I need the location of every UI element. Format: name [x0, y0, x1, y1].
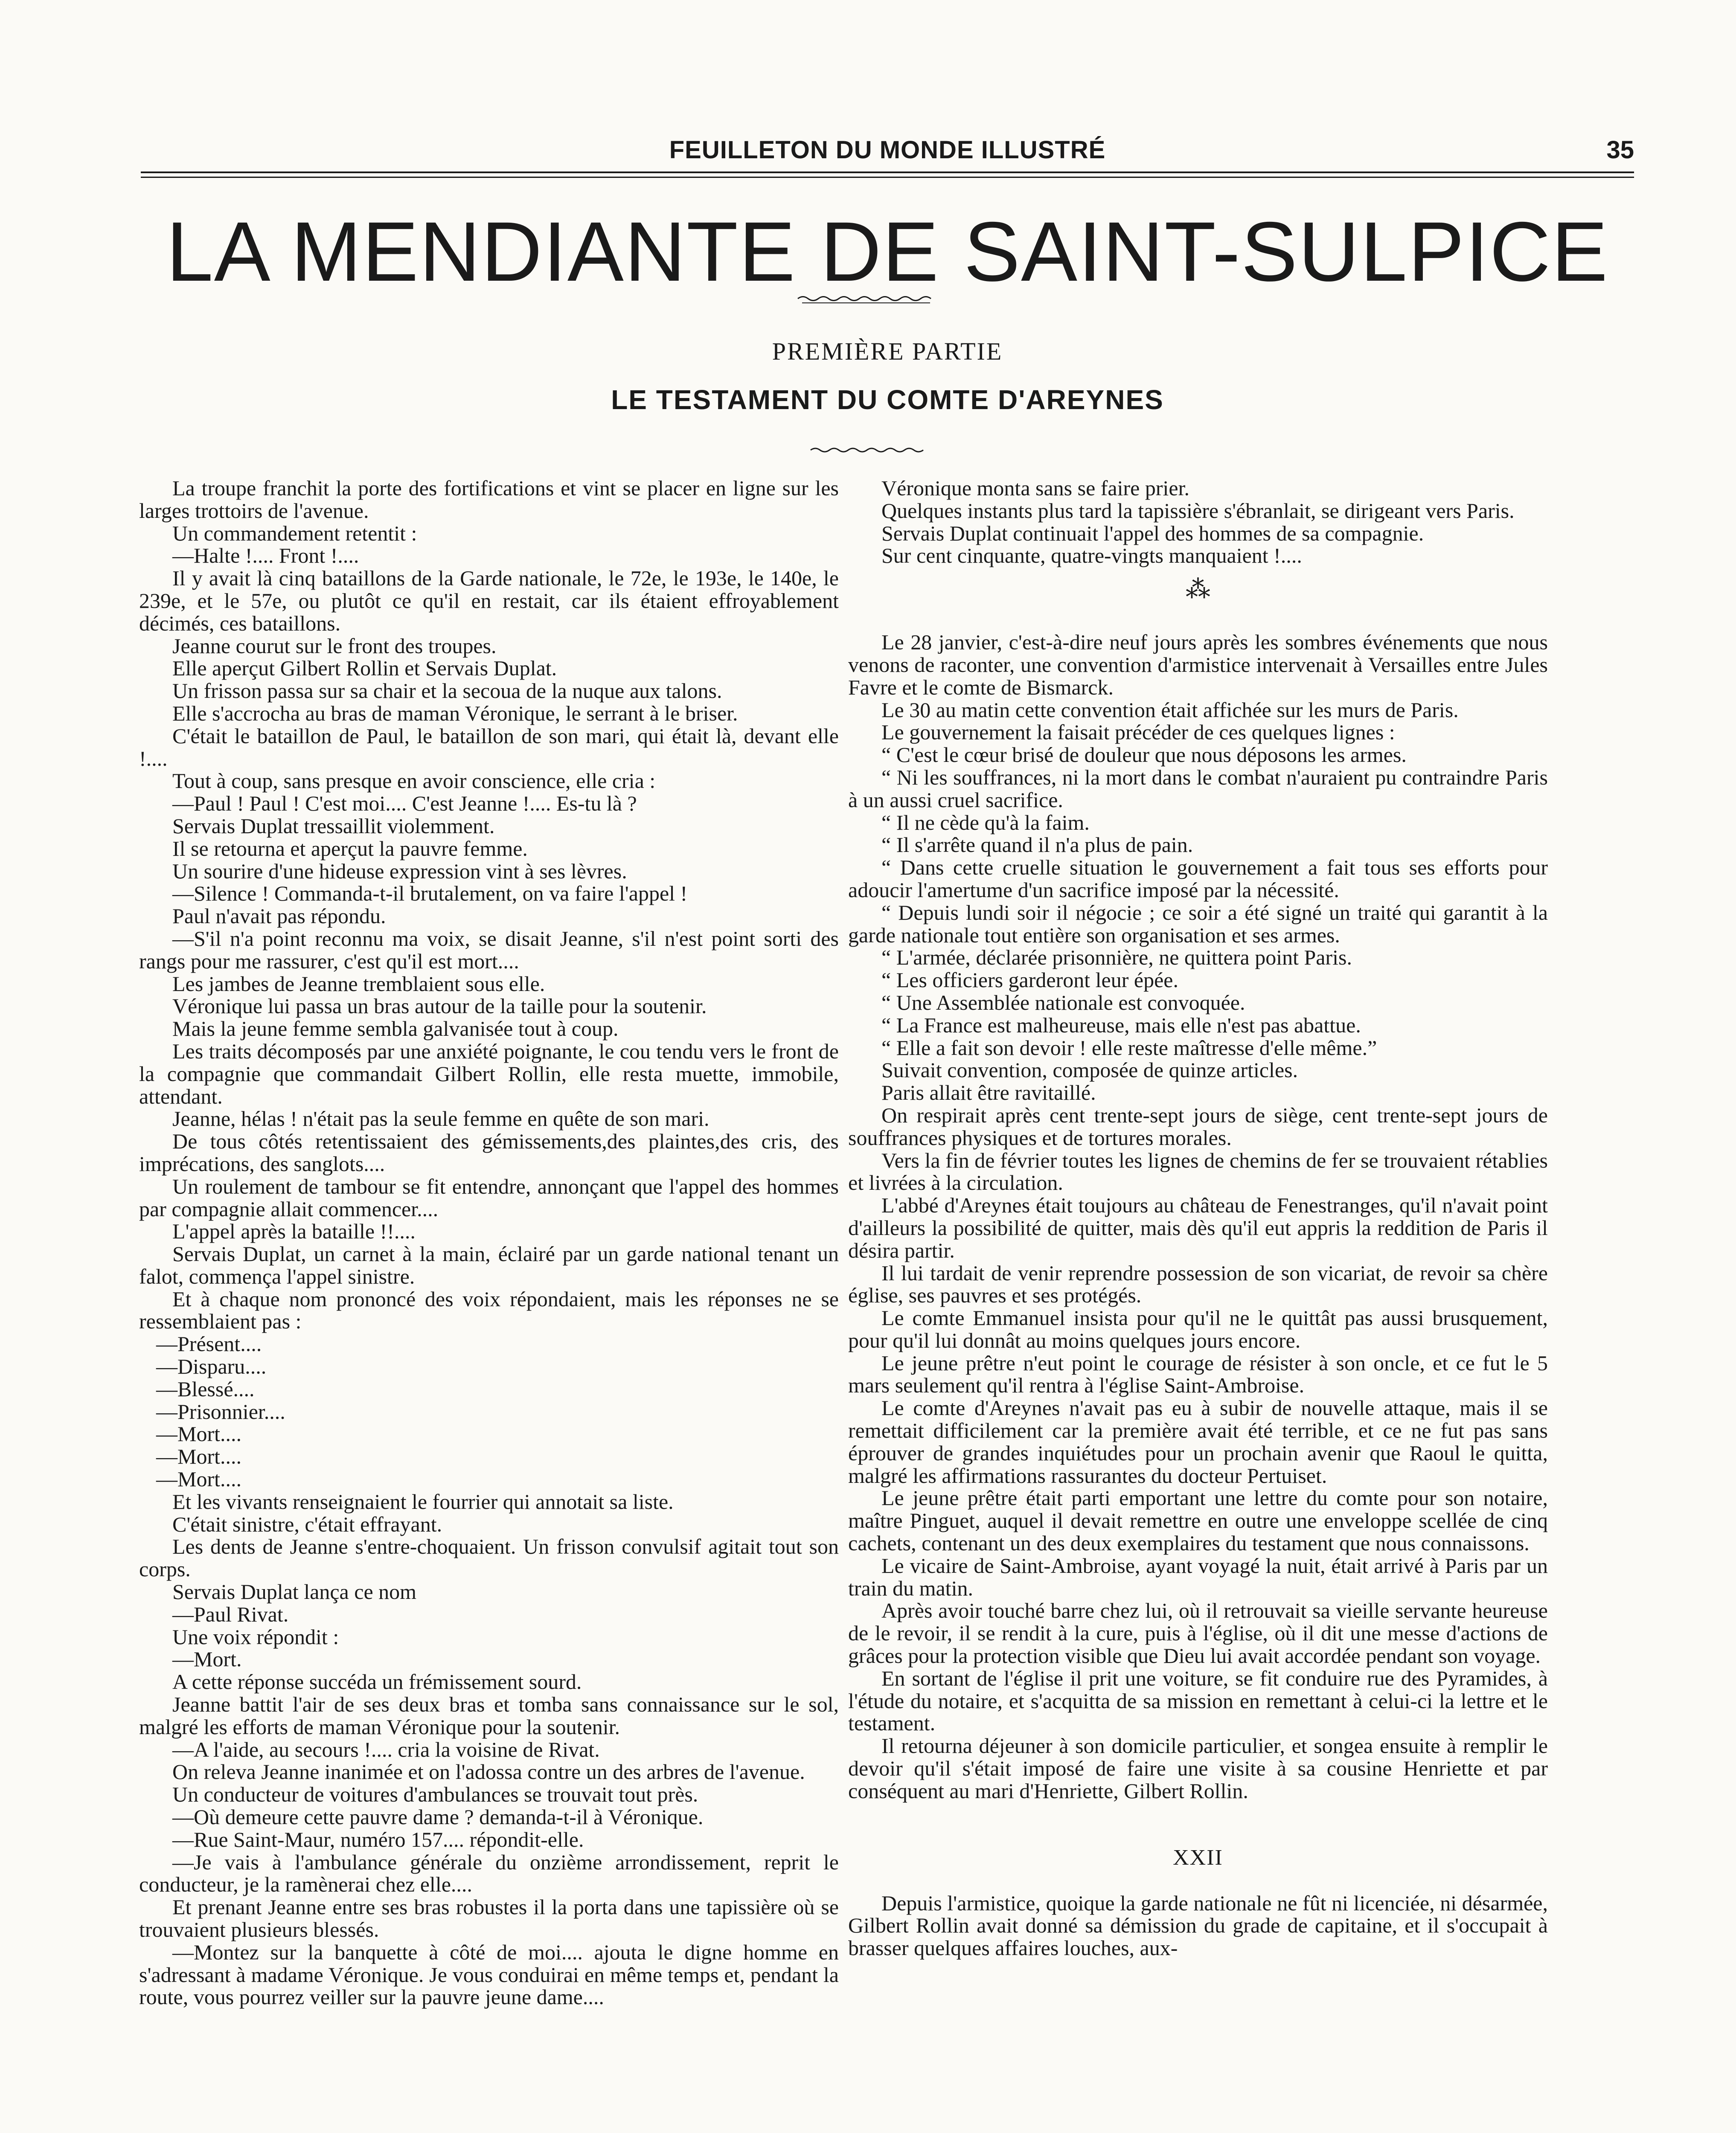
paragraph: La troupe franchit la porte des fortifications et vint se placer en ligne sur les larges trottoirs de l'avenue.	[139, 476, 839, 523]
paragraph: Le comte d'Areynes n'avait pas eu à subir de nouvelle attaque, mais il se remettait difficilement car la première avait été terrible, et ce ne fut pas sans éprouver de grandes inquiétudes pour un prochain avenir que Raoul le quitta, malgré les affirmations rassurantes du docteur Pertuiset.	[848, 1396, 1548, 1488]
paragraph: Elle aperçut Gilbert Rollin et Servais Duplat.	[172, 656, 557, 680]
roll-call-item: —Mort....	[156, 1467, 241, 1491]
paragraph: Le 28 janvier, c'est-à-dire neuf jours après les sombres événements que nous venons de raconter, une convention d'armistice intervenait à Versailles entre Jules Favre et le comte de Bismarck.	[848, 630, 1548, 699]
paragraph: Depuis l'armistice, quoique la garde nationale ne fût ni licenciée, ni désarmée, Gilbert Rollin avait donné sa démission du grade de capitaine, et il s'occupait à brasser quelques affaires louches, aux-	[848, 1891, 1548, 1960]
paragraph: Et à chaque nom prononcé des voix répondaient, mais les réponses ne se ressemblaient pas :	[139, 1287, 839, 1334]
paragraph: Elle s'accrocha au bras de maman Véronique, le serrant à le briser.	[172, 701, 738, 725]
page-number: 35	[1606, 136, 1634, 164]
paragraph: A cette réponse succéda un frémissement sourd.	[172, 1670, 582, 1694]
story-title: LA MENDIANTE DE SAINT-SULPICE	[166, 204, 1609, 299]
section-title: LE TESTAMENT DU COMTE D'AREYNES	[611, 384, 1164, 415]
paragraph: “ Depuis lundi soir il négocie ; ce soir a été signé un traité qui garantit à la garde nationale tout entière son organisation et ses armes.	[848, 900, 1548, 947]
right-column	[848, 477, 1548, 1959]
paragraph: —S'il n'a point reconnu ma voix, se disait Jeanne, s'il n'est point sorti des rangs pour me rassurer, c'est qu'il est mort....	[139, 926, 839, 973]
paragraph: Et prenant Jeanne entre ses bras robustes il la porta dans une tapissière où se trouvaient plusieurs blessés.	[139, 1895, 839, 1941]
paragraph: Suivait convention, composée de quinze articles.	[881, 1058, 1298, 1082]
roll-call-item: —Présent....	[156, 1332, 262, 1356]
paragraph: Le gouvernement la faisait précéder de ces quelques lignes :	[881, 720, 1395, 744]
paragraph: Jeanne courut sur le front des troupes.	[172, 634, 497, 658]
paragraph: L'abbé d'Areynes était toujours au château de Fenestranges, qu'il n'avait point d'ailleurs la possibilité de quitter, mais dès qu'il eut appris la reddition de Paris il désira partir.	[848, 1193, 1548, 1262]
running-title: FEUILLETON DU MONDE ILLUSTRÉ	[669, 136, 1106, 164]
paragraph: Véronique monta sans se faire prier.	[881, 476, 1189, 500]
paragraph: —Je vais à l'ambulance générale du onzième arrondissement, reprit le conducteur, je la ramènerai chez elle....	[139, 1850, 839, 1897]
left-column	[139, 477, 839, 2008]
paragraph: En sortant de l'église il prit une voiture, se fit conduire rue des Pyramides, à l'étude du notaire, et s'acquitta de sa mission en remettant à celui-ci la lettre et le testament.	[848, 1666, 1548, 1735]
paragraph: —A l'aide, au secours !.... cria la voisine de Rivat.	[172, 1737, 600, 1761]
paragraph: Les traits décomposés par une anxiété poignante, le cou tendu vers le front de la compagnie que commandait Gilbert Rollin, elle resta muette, immobile, attendant.	[139, 1039, 839, 1108]
paragraph: Il se retourna et aperçut la pauvre femme.	[172, 836, 528, 860]
paragraph: “ Les officiers garderont leur épée.	[881, 968, 1178, 992]
paragraph: —Paul ! Paul ! C'est moi.... C'est Jeanne !.... Es-tu là ?	[172, 791, 637, 816]
part-label: PREMIÈRE PARTIE	[772, 337, 1003, 365]
paragraph: Servais Duplat continuait l'appel des hommes de sa compagnie.	[881, 521, 1424, 545]
roll-call-item: —Blessé....	[156, 1377, 255, 1401]
paragraph: Le jeune prêtre n'eut point le courage de résister à son oncle, et ce fut le 5 mars seulement qu'il rentra à l'église Saint-Ambroise.	[848, 1351, 1548, 1398]
ornamental-wave-divider	[0, 290, 1736, 307]
paragraph: Un frisson passa sur sa chair et la secoua de la nuque aux talons.	[172, 679, 722, 703]
paragraph: Servais Duplat tressaillit violemment.	[172, 814, 495, 838]
paragraph: “ Il ne cède qu'à la faim.	[881, 810, 1090, 834]
running-head	[141, 136, 1634, 170]
paragraph: “ Elle a fait son devoir ! elle reste maîtresse d'elle même.”	[881, 1035, 1377, 1060]
paragraph: De tous côtés retentissaient des gémissements,des plaintes,des cris, des imprécations, des sanglots....	[139, 1129, 839, 1176]
paragraph: Un sourire d'une hideuse expression vint à ses lèvres.	[172, 859, 627, 883]
paragraph: “ Il s'arrête quand il n'a plus de pain.	[881, 833, 1193, 857]
paragraph: Le 30 au matin cette convention était affichée sur les murs de Paris.	[881, 697, 1459, 722]
paragraph: C'était le bataillon de Paul, le bataillon de son mari, qui était là, devant elle !....	[139, 724, 839, 770]
roll-call-item: —Prisonnier....	[156, 1399, 285, 1424]
paragraph: Quelques instants plus tard la tapissière s'ébranlait, se dirigeant vers Paris.	[881, 498, 1515, 523]
paragraph: Il y avait là cinq bataillons de la Garde nationale, le 72e, le 193e, le 140e, le 239e, et le 57e, ou plutôt ce qu'il en restait, car ils étaient effroyablement décimés, ces bataillons.	[139, 566, 839, 635]
paragraph: “ L'armée, déclarée prisonnière, ne quittera point Paris.	[881, 945, 1352, 970]
roll-call-item: —Disparu....	[156, 1354, 267, 1379]
paragraph: Paul n'avait pas répondu.	[172, 904, 386, 928]
paragraph: —Mort.	[172, 1647, 242, 1671]
paragraph: Servais Duplat, un carnet à la main, éclairé par un garde national tenant un falot, commença l'appel sinistre.	[139, 1242, 839, 1288]
paragraph: C'était sinistre, c'était effrayant.	[172, 1512, 442, 1536]
paragraph: “ Dans cette cruelle situation le gouvernement a fait tous ses efforts pour adoucir l'amertume d'un sacrifice imposé par la nécessité.	[848, 855, 1548, 902]
paragraph: Paris allait être ravitaillé.	[881, 1081, 1096, 1105]
paragraph: —Où demeure cette pauvre dame ? demanda-t-il à Véronique.	[172, 1805, 704, 1829]
paragraph: “ Ni les souffrances, ni la mort dans le combat n'auraient pu contraindre Paris à un aussi cruel sacrifice.	[848, 765, 1548, 812]
ornamental-wave-divider-small	[0, 444, 1736, 456]
paragraph: Un roulement de tambour se fit entendre, annonçant que l'appel des hommes par compagnie allait commencer....	[139, 1174, 839, 1221]
chapter-heading: XXII	[1173, 1845, 1223, 1870]
paragraph: —Halte !.... Front !....	[172, 543, 359, 568]
paragraph: “ C'est le cœur brisé de douleur que nous déposons les armes.	[881, 743, 1407, 767]
paragraph: Il lui tardait de venir reprendre possession de son vicariat, de revoir sa chère église, ses pauvres et ses protégés.	[848, 1261, 1548, 1308]
paragraph: Vers la fin de février toutes les lignes de chemins de fer se trouvaient rétablies et livrées à la circulation.	[848, 1148, 1548, 1195]
paragraph: Les jambes de Jeanne tremblaient sous elle.	[172, 971, 545, 996]
paragraph: “ Une Assemblée nationale est convoquée.	[881, 990, 1245, 1014]
paragraph: Le vicaire de Saint-Ambroise, ayant voyagé la nuit, était arrivé à Paris par un train du matin.	[848, 1553, 1548, 1600]
paragraph: —Paul Rivat.	[172, 1602, 289, 1626]
paragraph: Le comte Emmanuel insista pour qu'il ne le quittât pas aussi brusquement, pour qu'il lui donnât au moins quelques jours encore.	[848, 1306, 1548, 1352]
paragraph: —Rue Saint-Maur, numéro 157.... répondit-elle.	[172, 1827, 584, 1851]
paragraph: Véronique lui passa un bras autour de la taille pour la soutenir.	[172, 994, 707, 1018]
paragraph: Une voix répondit :	[172, 1624, 339, 1649]
asterism-separator: ⁂	[1186, 575, 1210, 604]
paragraph: “ La France est malheureuse, mais elle n'est pas abattue.	[881, 1013, 1361, 1037]
paragraph: L'appel après la bataille !!....	[172, 1219, 416, 1244]
paragraph: Mais la jeune femme sembla galvanisée tout à coup.	[172, 1017, 619, 1041]
paragraph: Jeanne, hélas ! n'était pas la seule femme en quête de son mari.	[172, 1107, 710, 1131]
header-rule	[141, 171, 1634, 173]
paragraph: —Silence ! Commanda-t-il brutalement, on va faire l'appel !	[172, 881, 688, 906]
roll-call-item: —Mort....	[156, 1444, 241, 1469]
roll-call-item: —Mort....	[156, 1422, 241, 1446]
paragraph: On respirait après cent trente-sept jours de siège, cent trente-sept jours de souffrances physiques et de tortures morales.	[848, 1103, 1548, 1150]
paragraph: Après avoir touché barre chez lui, où il retrouvait sa vieille servante heureuse de le revoir, il se rendit à la cure, puis à l'église, où il dit une messe d'actions de grâces pour la protection visible que Dieu lui avait accordée pendant son voyage.	[848, 1598, 1548, 1668]
paragraph: Le jeune prêtre était parti emportant une lettre du comte pour son notaire, maître Pinguet, auquel il devait remettre en outre une enveloppe scellée de cinq cachets, contenant un des deux exemplaires du testament que nous connaissons.	[848, 1486, 1548, 1555]
paragraph: —Montez sur la banquette à côté de moi.... ajouta le digne homme en s'adressant à madame Véronique. Je vous conduirai en même temps et, pendant la route, vous pourrez veiller sur la pauvre jeune dame....	[139, 1940, 839, 2009]
paragraph: Un conducteur de voitures d'ambulances se trouvait tout près.	[172, 1782, 698, 1807]
paragraph: Un commandement retentit :	[172, 521, 417, 545]
paragraph: Jeanne battit l'air de ses deux bras et tomba sans connaissance sur le sol, malgré les efforts de maman Véronique pour la soutenir.	[139, 1692, 839, 1739]
paragraph: Et les vivants renseignaient le fourrier qui annotait sa liste.	[172, 1489, 674, 1514]
header-rule-secondary	[141, 177, 1634, 178]
paragraph: Les dents de Jeanne s'entre-choquaient. Un frisson convulsif agitait tout son corps.	[139, 1534, 839, 1581]
paragraph: Il retourna déjeuner à son domicile particulier, et songea ensuite à remplir le devoir qu'il s'était imposé de faire une visite à sa cousine Henriette et par conséquent au mari d'Henriette, Gilbert Rollin.	[848, 1734, 1548, 1803]
paragraph: Sur cent cinquante, quatre-vingts manquaient !....	[881, 543, 1302, 568]
paragraph: Servais Duplat lança ce nom	[172, 1580, 417, 1604]
paragraph: On releva Jeanne inanimée et on l'adossa contre un des arbres de l'avenue.	[172, 1760, 805, 1784]
paragraph: Tout à coup, sans presque en avoir conscience, elle cria :	[172, 769, 656, 793]
